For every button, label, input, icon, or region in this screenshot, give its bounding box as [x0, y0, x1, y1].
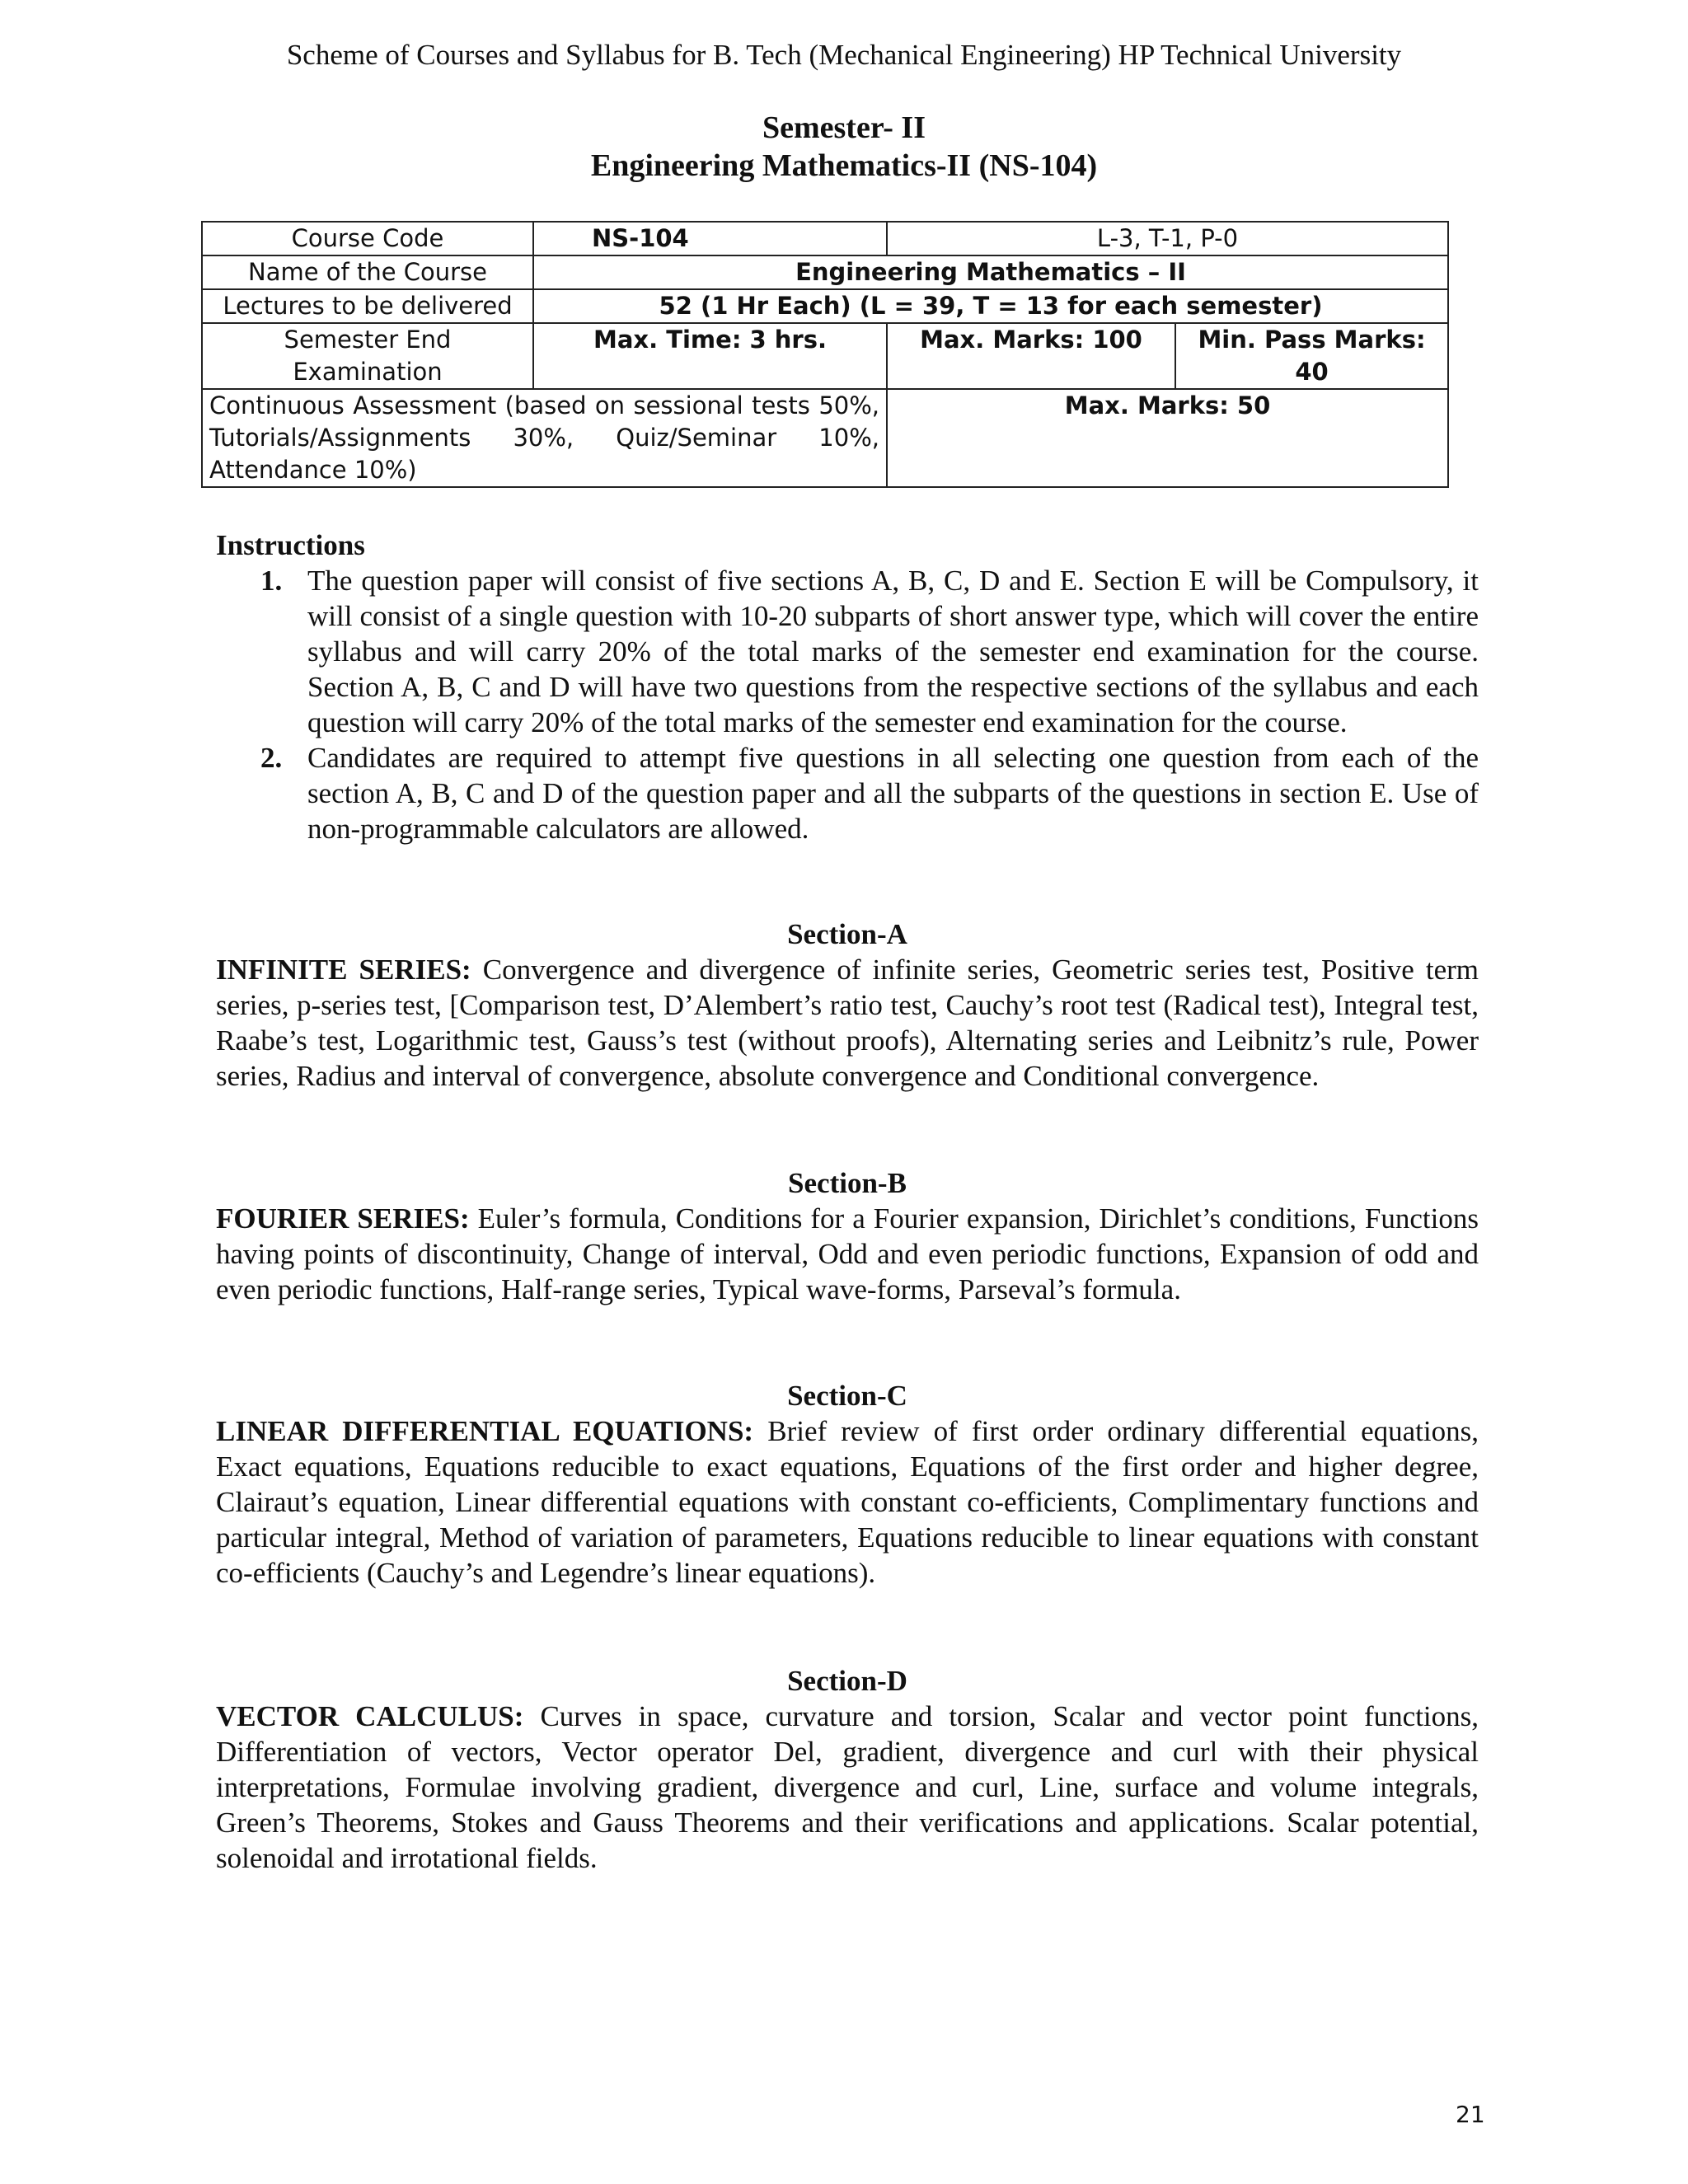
list-item-number: 1.: [260, 565, 283, 597]
section-d: [216, 1663, 1479, 1876]
table-row-course-name: [202, 255, 1448, 289]
course-code-value: NS-104: [533, 222, 887, 255]
title-block: [0, 109, 1688, 185]
max-marks: Max. Marks: 100: [887, 323, 1175, 389]
min-pass-marks: Min. Pass Marks: 40: [1175, 323, 1448, 389]
section-heading: Section-A: [787, 918, 907, 950]
max-time: Max. Time: 3 hrs.: [533, 323, 887, 389]
instructions: [216, 527, 1479, 846]
section-text: Convergence and divergence of infinite series, Geometric series test, Positive term series, p-series test, [Comparison test, D’Alembert’s ratio test, Cauchy’s root test (Radical test), Integral test, Raabe’s test, Logarithmic test, Gauss’s test (without proofs), Alternating series and Leibnitz’s rule, Power series, Radius and interval of convergence, absolute convergence and Conditional convergence.: [216, 954, 1479, 1092]
section-topic: LINEAR DIFFERENTIAL EQUATIONS:: [216, 1415, 754, 1447]
section-heading: Section-D: [787, 1665, 907, 1697]
page-number: 21: [1456, 2101, 1485, 2128]
section-body: [216, 952, 1479, 1094]
table-row-exam: [202, 323, 1448, 389]
list-item: [216, 563, 1479, 740]
ca-label: Continuous Assessment (based on sessional tests 50%, Tutorials/Assignments 30%, Quiz/Seminar 10%, Attendance 10%): [202, 389, 887, 487]
section-body: [216, 1413, 1479, 1591]
section-body: [216, 1201, 1479, 1307]
course-details-table: [201, 221, 1449, 488]
section-a: [216, 916, 1479, 1094]
list-item-text: The question paper will consist of five sections A, B, C, D and E. Section E will be Compulsory, it will consist of a single question with 10-20 subparts of short answer type, which will cover the entire syllabus and will carry 20% of the total marks of the semester end examination for the course. Section A, B, C and D will have two questions from the respective sections of the syllabus and each question will carry 20% of the total marks of the semester end examination for the course.: [307, 565, 1479, 738]
section-text: Euler’s formula, Conditions for a Fourier expansion, Dirichlet’s conditions, Functions having points of discontinuity, Change of interval, Odd and even periodic functions, Expansion of odd and even periodic functions, Half-range series, Typical wave-forms, Parseval’s formula.: [216, 1202, 1479, 1305]
section-text: Brief review of first order ordinary differential equations, Exact equations, Equations reducible to exact equations, Equations of the first order and higher degree, Clairaut’s equation, Linear differential equations with constant co-efficients, Complimentary functions and particular integral, Method of variation of parameters, Equations reducible to linear equations with constant co-efficients (Cauchy’s and Legendre’s linear equations).: [216, 1415, 1479, 1589]
section-text: Curves in space, curvature and torsion, Scalar and vector point functions, Differentiation of vectors, Vector operator Del, gradient, divergence and curl with their physical interpretations, Formulae involving gradient, divergence and curl, Line, surface and volume integrals, Green’s Theorems, Stokes and Gauss Theorems and their verifications and applications. Scalar potential, solenoidal and irrotational fields.: [216, 1700, 1479, 1874]
instructions-list: [216, 563, 1479, 846]
lectures-value: 52 (1 Hr Each) (L = 39, T = 13 for each semester): [533, 289, 1448, 323]
section-topic: VECTOR CALCULUS:: [216, 1700, 524, 1732]
running-header: Scheme of Courses and Syllabus for B. Tech (Mechanical Engineering) HP Technical University: [286, 39, 1402, 71]
course-name-label: Name of the Course: [202, 255, 533, 289]
course-title: Engineering Mathematics-II (NS-104): [590, 148, 1098, 183]
section-topic: FOURIER SERIES:: [216, 1202, 470, 1235]
course-code-label: Course Code: [202, 222, 533, 255]
ca-marks: Max. Marks: 50: [887, 389, 1448, 487]
list-item-text: Candidates are required to attempt five questions in all selecting one question from each of the section A, B, C and D of the question paper and all the subparts of the questions in section E. Use of non-programmable calculators are allowed.: [307, 742, 1479, 845]
table-row-continuous-assessment: [202, 389, 1448, 487]
list-item-number: 2.: [260, 742, 283, 774]
exam-label: Semester End Examination: [202, 323, 533, 389]
lectures-label: Lectures to be delivered: [202, 289, 533, 323]
section-heading: Section-B: [788, 1167, 907, 1199]
table-row-lectures: [202, 289, 1448, 323]
semester-title: Semester- II: [762, 110, 926, 145]
section-topic: INFINITE SERIES:: [216, 954, 471, 986]
section-b: [216, 1165, 1479, 1307]
table-row-course-code: [202, 222, 1448, 255]
instructions-heading: Instructions: [216, 529, 365, 561]
section-body: [216, 1699, 1479, 1876]
list-item: [216, 740, 1479, 846]
course-name-value: Engineering Mathematics – II: [533, 255, 1448, 289]
section-heading: Section-C: [787, 1380, 907, 1412]
section-c: [216, 1378, 1479, 1591]
ltp-value: L-3, T-1, P-0: [887, 222, 1448, 255]
